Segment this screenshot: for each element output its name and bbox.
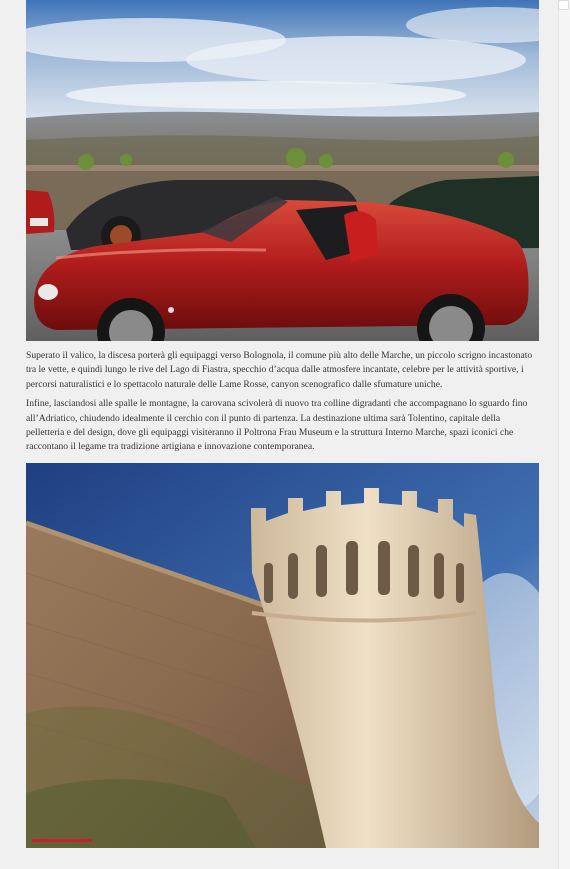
scrollbar-track[interactable] <box>558 0 570 869</box>
article-content <box>26 0 539 848</box>
cars-photo <box>26 0 539 341</box>
scrollbar-thumb[interactable] <box>558 0 569 10</box>
paragraph-bolognola: Superato il valico, la discesa porterà gli equipaggi verso Bolognola, il comune più alto delle Marche, un piccolo scrigno incastonato tra le vette, e quindi lungo le rive del Lago di Fiastra, specchio d’acqua dalle atmosfere incantate, celebre per le attività sportive, i percorsi naturalistici e lo spettacolo naturale delle Lame Rosse, canyon scenografico dalle sfumature uniche. <box>26 350 533 390</box>
article-text <box>26 341 539 455</box>
paragraph-tolentino: Infine, lasciandosi alle spalle le montagne, la carovana scivolerà di nuovo tra colline digradanti che accompagnano lo sguardo fino all’Adriatico, chiudendo idealmente il cerchio con il punto di partenza. La destinazione ultima sarà Tolentino, capitale della pelletteria e del design, dove gli equipaggi visiteranno il Poltrona Frau Museum e la struttura Interno Marche, spazi iconici che raccontano il legame tra tradizione artigiana e innovazione contemporanea. <box>26 398 528 453</box>
tower-photo <box>26 463 539 848</box>
